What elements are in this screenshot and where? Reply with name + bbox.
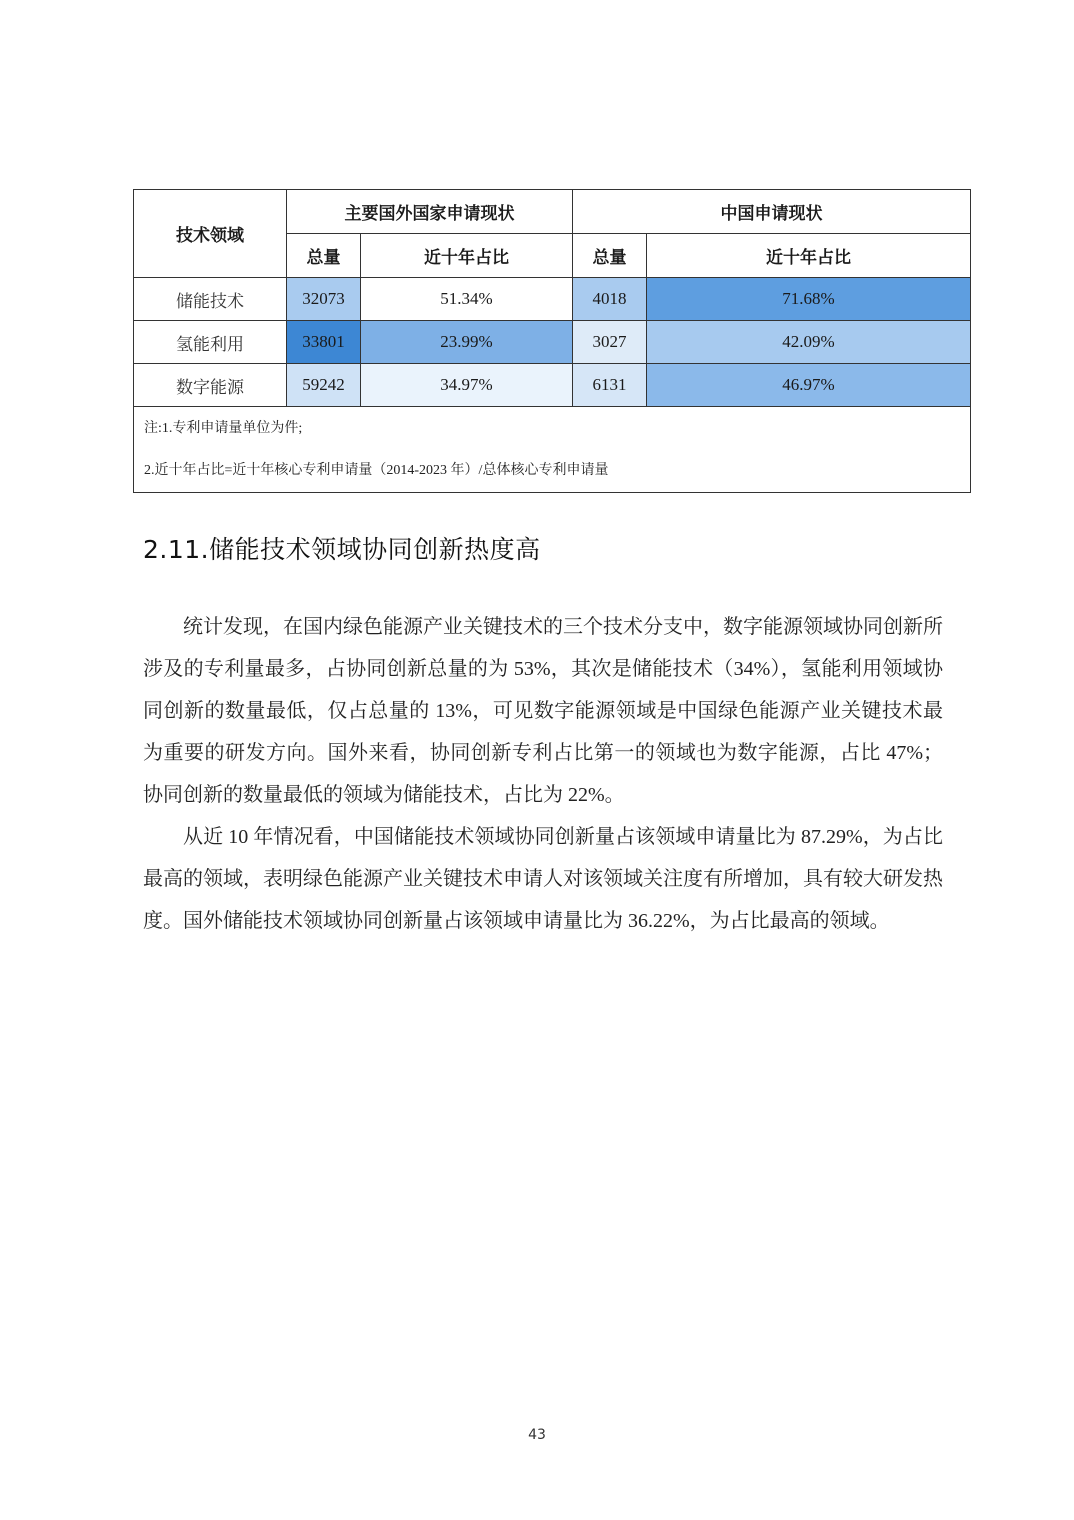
cell-china-total: 6131: [573, 364, 647, 407]
cell-foreign-total: 59242: [287, 364, 361, 407]
cell-china-ratio: 46.97%: [647, 364, 971, 407]
header-china-total: 总量: [573, 234, 647, 278]
table-header-row: [134, 190, 971, 234]
cell-field: 氢能利用: [134, 321, 287, 364]
note-2: 2.近十年占比=近十年核心专利申请量（2014-2023 年）/总体核心专利申请量: [144, 450, 960, 492]
body-text: [143, 606, 943, 942]
cell-foreign-ratio: 51.34%: [361, 278, 573, 321]
header-foreign-ratio: 近十年占比: [361, 234, 573, 278]
table-row: [134, 321, 971, 364]
page-number: 43: [0, 1427, 1074, 1443]
header-foreign-group: 主要国外国家申请现状: [287, 190, 573, 234]
table-row: [134, 364, 971, 407]
cell-china-ratio: 42.09%: [647, 321, 971, 364]
table-notes-row: [134, 407, 971, 493]
cell-china-total: 3027: [573, 321, 647, 364]
cell-foreign-total: 32073: [287, 278, 361, 321]
paragraph: 统计发现，在国内绿色能源产业关键技术的三个技术分支中，数字能源领域协同创新所涉及的专利量最多，占协同创新总量的为 53%，其次是储能技术（34%），氢能利用领域协同创新的数量最低，仅占总量的 13%，可见数字能源领域是中国绿色能源产业关键技术最为重要的研发方向。国外来看，协同创新专利占比第一的领域也为数字能源，占比 47%；协同创新的数量最低的领域为储能技术，占比为 22%。: [143, 606, 943, 816]
section-heading: 2.11.储能技术领域协同创新热度高: [143, 530, 541, 566]
cell-china-total: 4018: [573, 278, 647, 321]
table-notes: [134, 407, 971, 493]
header-china-group: 中国申请现状: [573, 190, 971, 234]
cell-field: 储能技术: [134, 278, 287, 321]
patent-status-table: [133, 189, 971, 493]
cell-field: 数字能源: [134, 364, 287, 407]
note-1: 注:1.专利申请量单位为件;: [144, 408, 960, 450]
cell-china-ratio: 71.68%: [647, 278, 971, 321]
cell-foreign-total: 33801: [287, 321, 361, 364]
cell-foreign-ratio: 34.97%: [361, 364, 573, 407]
table-row: [134, 278, 971, 321]
cell-foreign-ratio: 23.99%: [361, 321, 573, 364]
header-foreign-total: 总量: [287, 234, 361, 278]
paragraph: 从近 10 年情况看，中国储能技术领域协同创新量占该领域申请量比为 87.29%，为占比最高的领域，表明绿色能源产业关键技术申请人对该领域关注度有所增加，具有较大研发热度。国外储能技术领域协同创新量占该领域申请量比为 36.22%，为占比最高的领域。: [143, 816, 943, 942]
header-china-ratio: 近十年占比: [647, 234, 971, 278]
header-field: 技术领域: [134, 190, 287, 278]
